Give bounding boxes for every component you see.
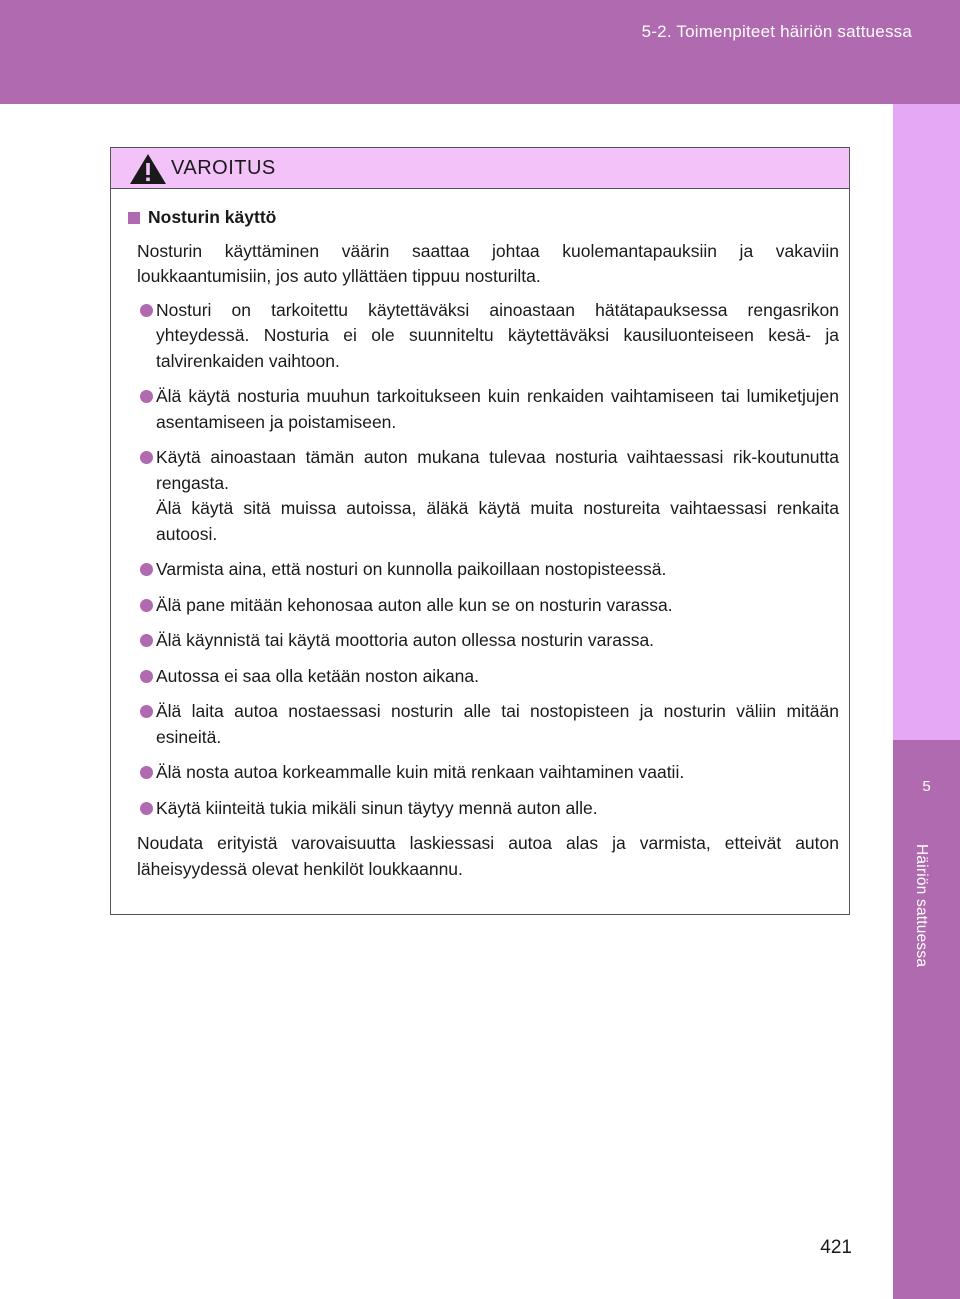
list-item-text: Autossa ei saa olla ketään noston aikana. <box>156 665 479 686</box>
list-item-text-second: Älä käytä sitä muissa autoissa, äläkä käytä muita nostureita vaihtaessasi renkaita autoosi. <box>156 498 839 544</box>
chapter-number: 5 <box>922 778 931 795</box>
square-bullet-icon <box>128 212 140 224</box>
bullet-dot-icon <box>140 634 153 647</box>
list-item-text: Käytä ainoastaan tämän auton mukana tulevaa nosturia vaihtaessasi rik-koutunutta rengasta. <box>156 447 839 493</box>
bullet-dot-icon <box>140 563 153 576</box>
list-item-text: Älä käytä nosturia muuhun tarkoitukseen kuin renkaiden vaihtamiseen tai lumiketjujen asentamiseen ja poistamiseen. <box>156 386 839 432</box>
bullet-dot-icon <box>140 705 153 718</box>
list-item-text: Varmista aina, että nosturi on kunnolla paikoillaan nostopisteessä. <box>156 559 667 579</box>
intro-paragraph: Nosturin käyttäminen väärin saattaa johtaa kuolemantapauksiin ja vakaviin loukkaantumisiin, jos auto yllättäen tippuu nosturilta. <box>137 240 839 286</box>
page-number: 421 <box>820 1237 852 1258</box>
list-item <box>127 298 839 375</box>
list-item <box>127 384 839 435</box>
list-item <box>127 664 839 690</box>
warning-body <box>111 189 849 882</box>
list-item <box>127 445 839 547</box>
warning-bullet-list <box>127 298 839 822</box>
list-item <box>127 796 839 822</box>
closing-paragraph: Noudata erityistä varovaisuutta laskiessasi autoa alas ja varmista, etteivät auton läheisyydessä olevat henkilöt loukkaannu. <box>137 833 839 879</box>
chapter-tab[interactable] <box>893 740 960 1299</box>
warning-title: VAROITUS <box>171 157 276 179</box>
list-item <box>127 760 839 786</box>
section-title: 5-2. Toimenpiteet häiriön sattuessa <box>641 22 912 41</box>
list-item <box>127 593 839 619</box>
chapter-label: Häiriön sattuessa <box>913 844 930 968</box>
list-item-text: Älä laita autoa nostaessasi nosturin alle tai nostopisteen ja nosturin väliin mitään esineitä. <box>156 701 839 747</box>
bullet-dot-icon <box>140 802 153 815</box>
warning-box <box>110 147 850 915</box>
side-tab-light <box>893 104 960 740</box>
bullet-dot-icon <box>140 599 153 612</box>
bullet-dot-icon <box>140 304 153 317</box>
list-item <box>127 699 839 750</box>
list-item <box>127 557 839 583</box>
warning-triangle-icon <box>128 152 168 186</box>
bullet-dot-icon <box>140 766 153 779</box>
bullet-dot-icon <box>140 451 153 464</box>
header-band <box>0 0 960 104</box>
section-heading-text: Nosturin käyttö <box>148 207 277 227</box>
chapter-label-container <box>910 844 932 1004</box>
list-item-text: Käytä kiinteitä tukia mikäli sinun täytyy mennä auton alle. <box>156 797 598 818</box>
list-item-text: Älä käynnistä tai käytä moottoria auton ollessa nosturin varassa. <box>156 630 655 650</box>
list-item-text: Nosturi on tarkoitettu käytettäväksi ainoastaan hätätapauksessa rengasrikon yhteydessä. Nosturia ei ole suunniteltu käytettäväksi kausiluonteiseen kesä- ja talvirenkaiden vaihtoon. <box>156 299 839 371</box>
section-heading <box>127 205 839 231</box>
bullet-dot-icon <box>140 390 153 403</box>
bullet-dot-icon <box>140 670 153 683</box>
warning-header <box>111 148 849 189</box>
list-item-text: Älä pane mitään kehonosaa auton alle kun se on nosturin varassa. <box>156 594 673 615</box>
list-item-text: Älä nosta autoa korkeammalle kuin mitä renkaan vaihtaminen vaatii. <box>156 762 685 782</box>
list-item <box>127 628 839 654</box>
